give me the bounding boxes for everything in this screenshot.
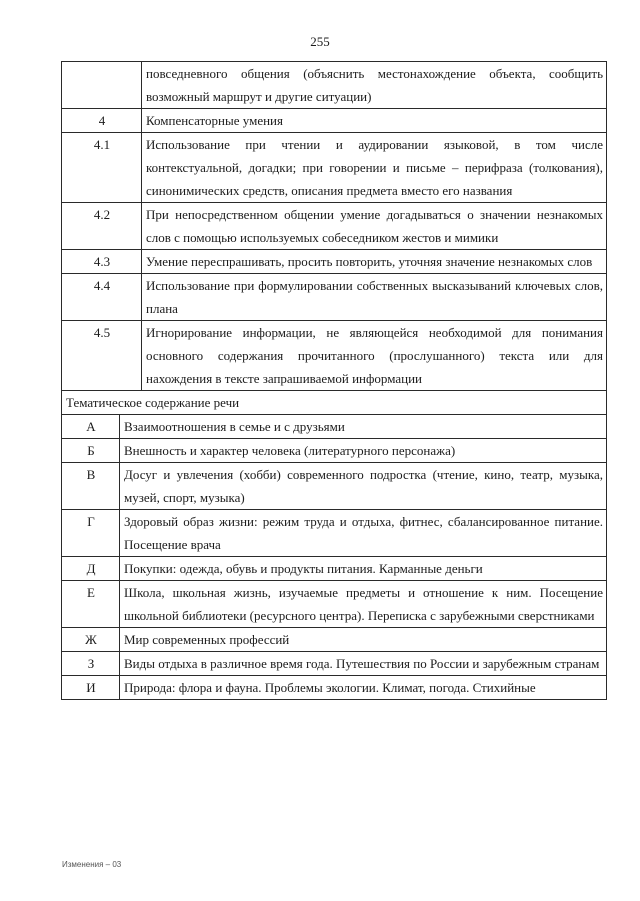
row-text (142, 250, 607, 274)
topic-letter: В (62, 463, 120, 510)
topic-row (62, 628, 607, 652)
section-title: Тематическое содержание речи (62, 391, 607, 415)
skills-row (62, 321, 607, 391)
skills-row (62, 109, 607, 133)
curriculum-table (61, 61, 607, 700)
topic-text (120, 510, 607, 557)
topic-letter: Е (62, 581, 120, 628)
row-text-body: Игнорирование информации, не являющейся необходимой для понимания основного содержания прочитанного (прослушанного) текста или для нахождения в тексте запрашиваемой информации (146, 325, 603, 386)
section-header-row (62, 391, 607, 415)
topic-row (62, 557, 607, 581)
topic-row (62, 581, 607, 628)
row-text (142, 274, 607, 321)
topic-text (120, 557, 607, 581)
topic-row (62, 439, 607, 463)
skills-row (62, 133, 607, 203)
topic-text (120, 628, 607, 652)
row-text (142, 133, 607, 203)
row-text-body: повседневного общения (объяснить местонахождение объекта, сообщить возможный маршрут и другие ситуации) (146, 66, 603, 104)
row-number: 4.3 (62, 250, 142, 274)
row-text-body: Компенсаторные умения (146, 113, 283, 128)
topic-row (62, 652, 607, 676)
topic-text-body: Здоровый образ жизни: режим труда и отдыха, фитнес, сбалансированное питание. Посещение врача (124, 514, 603, 552)
row-number: 4.2 (62, 203, 142, 250)
topics-header-section (62, 391, 607, 415)
topic-letter: Д (62, 557, 120, 581)
topic-text-body: Досуг и увлечения (хобби) современного подростка (чтение, кино, театр, музыка, музей, спорт, музыка) (124, 467, 603, 505)
topic-text (120, 581, 607, 628)
page-number: 255 (310, 34, 330, 49)
row-text-body: Использование при формулировании собственных высказываний ключевых слов, плана (146, 278, 603, 316)
skills-row (62, 250, 607, 274)
topic-text-body: Мир современных профессий (124, 632, 290, 647)
topics-section (62, 415, 607, 700)
topic-text (120, 439, 607, 463)
topic-row (62, 415, 607, 439)
topic-row (62, 463, 607, 510)
footer-note: Изменения – 03 (62, 860, 122, 869)
row-text (142, 62, 607, 109)
skills-row (62, 274, 607, 321)
topic-letter: Б (62, 439, 120, 463)
skills-section (62, 62, 607, 391)
topic-letter: Г (62, 510, 120, 557)
row-text (142, 203, 607, 250)
row-number: 4.4 (62, 274, 142, 321)
skills-row (62, 62, 607, 109)
topic-text-body: Виды отдыха в различное время года. Путешествия по России и зарубежным странам (124, 656, 600, 671)
row-number: 4.1 (62, 133, 142, 203)
topic-text (120, 415, 607, 439)
row-text-body: Умение переспрашивать, просить повторить, уточняя значение незнакомых слов (146, 254, 593, 269)
topic-text-body: Покупки: одежда, обувь и продукты питания. Карманные деньги (124, 561, 483, 576)
topic-letter: И (62, 676, 120, 700)
skills-row (62, 203, 607, 250)
topic-row (62, 510, 607, 557)
topic-text-body: Школа, школьная жизнь, изучаемые предметы и отношение к ним. Посещение школьной библиотеки (ресурсного центра). Переписка с зарубежными сверстниками (124, 585, 603, 623)
topic-text (120, 652, 607, 676)
topic-letter: Ж (62, 628, 120, 652)
row-text-body: При непосредственном общении умение догадываться о значении незнакомых слов с помощью используемых собеседником жестов и мимики (146, 207, 603, 245)
topic-row (62, 676, 607, 700)
topic-text (120, 463, 607, 510)
row-number: 4 (62, 109, 142, 133)
topic-text (120, 676, 607, 700)
topic-text-body: Природа: флора и фауна. Проблемы экологии. Климат, погода. Стихийные (124, 680, 536, 695)
row-text-body: Использование при чтении и аудировании языковой, в том числе контекстуальной, догадки; при говорении и письме – перифраза (толкования), синонимических средств, описания предмета вместо его названия (146, 137, 603, 198)
topic-letter: А (62, 415, 120, 439)
row-text (142, 109, 607, 133)
topic-text-body: Взаимоотношения в семье и с друзьями (124, 419, 345, 434)
topic-text-body: Внешность и характер человека (литературного персонажа) (124, 443, 456, 458)
topic-letter: З (62, 652, 120, 676)
row-number (62, 62, 142, 109)
row-number: 4.5 (62, 321, 142, 391)
row-text (142, 321, 607, 391)
